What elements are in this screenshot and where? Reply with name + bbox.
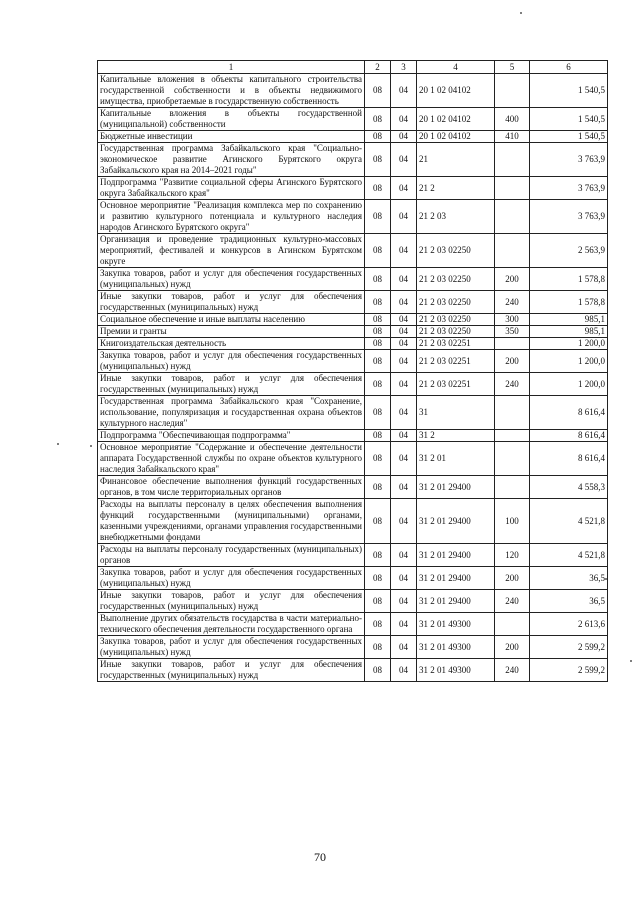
row-amount-cell: 3 763,9 (530, 200, 608, 234)
header-row (98, 61, 608, 74)
row-expense-type-cell: 100 (495, 499, 530, 544)
row-expense-type-cell (495, 476, 530, 499)
row-expense-type-cell: 200 (495, 636, 530, 659)
table-row (98, 200, 608, 234)
row-name-cell: Финансовое обеспечение выполнения функций государственных органов, в том числе территориальных органов (98, 476, 365, 499)
row-target-code-cell: 21 2 03 02250 (417, 234, 495, 268)
row-amount-cell: 2 613,6 (530, 613, 608, 636)
row-name-cell: Организация и проведение традиционных культурно-массовых мероприятий, фестивалей и конкурсов в Агинском Бурятском округе (98, 234, 365, 268)
row-amount-cell: 2 563,9 (530, 234, 608, 268)
row-expense-type-cell: 350 (495, 326, 530, 338)
budget-table (97, 60, 608, 682)
row-expense-type-cell: 240 (495, 373, 530, 396)
row-amount-cell: 8 616,4 (530, 442, 608, 476)
row-amount-cell: 985,1 (530, 314, 608, 326)
row-name-cell: Расходы на выплаты персоналу государственных (муниципальных) органов (98, 544, 365, 567)
row-amount-cell: 36,5 (530, 590, 608, 613)
row-subsection-cell: 04 (391, 636, 417, 659)
row-section-cell: 08 (365, 350, 391, 373)
scan-speck (630, 660, 632, 662)
table-row (98, 567, 608, 590)
row-subsection-cell: 04 (391, 499, 417, 544)
table-row (98, 430, 608, 442)
row-amount-cell: 1 540,5 (530, 74, 608, 108)
column-header: 2 (365, 61, 391, 74)
row-target-code-cell: 21 2 03 02251 (417, 350, 495, 373)
row-subsection-cell: 04 (391, 396, 417, 430)
row-expense-type-cell (495, 613, 530, 636)
row-target-code-cell: 21 2 03 (417, 200, 495, 234)
row-expense-type-cell: 200 (495, 567, 530, 590)
table-row (98, 338, 608, 350)
row-name-cell: Закупка товаров, работ и услуг для обеспечения государственных (муниципальных) нужд (98, 268, 365, 291)
row-section-cell: 08 (365, 590, 391, 613)
row-subsection-cell: 04 (391, 567, 417, 590)
row-subsection-cell: 04 (391, 291, 417, 314)
row-subsection-cell: 04 (391, 613, 417, 636)
row-name-cell: Книгоиздательская деятельность (98, 338, 365, 350)
row-name-cell: Основное мероприятие "Содержание и обеспечение деятельности аппарата Государственной службы по охране объектов культурного наследия Забайкальского края" (98, 442, 365, 476)
row-subsection-cell: 04 (391, 268, 417, 291)
table-row (98, 544, 608, 567)
row-amount-cell: 2 599,2 (530, 636, 608, 659)
row-target-code-cell: 21 (417, 143, 495, 177)
table-row (98, 636, 608, 659)
row-name-cell: Государственная программа Забайкальского края "Сохранение, использование, популяризация и государственная охрана объектов культурного наследия" (98, 396, 365, 430)
row-amount-cell: 1 200,0 (530, 373, 608, 396)
row-name-cell: Выполнение других обязательств государства в части материально-технического обеспечения деятельности государственного органа (98, 613, 365, 636)
row-target-code-cell: 31 2 01 29400 (417, 499, 495, 544)
row-amount-cell: 2 599,2 (530, 659, 608, 682)
row-section-cell: 08 (365, 143, 391, 177)
row-expense-type-cell (495, 442, 530, 476)
row-amount-cell: 1 200,0 (530, 350, 608, 373)
row-subsection-cell: 04 (391, 476, 417, 499)
row-section-cell: 08 (365, 476, 391, 499)
row-target-code-cell: 31 2 01 29400 (417, 567, 495, 590)
row-amount-cell: 3 763,9 (530, 143, 608, 177)
row-amount-cell: 1 540,5 (530, 131, 608, 143)
table-row (98, 396, 608, 430)
row-name-cell: Иные закупки товаров, работ и услуг для обеспечения государственных (муниципальных) нужд (98, 373, 365, 396)
row-section-cell: 08 (365, 131, 391, 143)
row-section-cell: 08 (365, 442, 391, 476)
row-expense-type-cell (495, 143, 530, 177)
row-section-cell: 08 (365, 268, 391, 291)
row-target-code-cell: 31 2 01 49300 (417, 613, 495, 636)
row-target-code-cell: 21 2 03 02251 (417, 373, 495, 396)
row-expense-type-cell: 400 (495, 108, 530, 131)
table-row (98, 74, 608, 108)
row-target-code-cell: 31 2 (417, 430, 495, 442)
row-amount-cell: 1 200,0 (530, 338, 608, 350)
row-target-code-cell: 21 2 03 02250 (417, 326, 495, 338)
row-target-code-cell: 31 2 01 49300 (417, 659, 495, 682)
row-target-code-cell: 20 1 02 04102 (417, 74, 495, 108)
row-subsection-cell: 04 (391, 143, 417, 177)
row-target-code-cell: 31 2 01 (417, 442, 495, 476)
row-amount-cell: 4 521,8 (530, 544, 608, 567)
row-amount-cell: 1 578,8 (530, 268, 608, 291)
row-subsection-cell: 04 (391, 326, 417, 338)
row-section-cell: 08 (365, 373, 391, 396)
row-amount-cell: 36,5 (530, 567, 608, 590)
table-row (98, 350, 608, 373)
row-subsection-cell: 04 (391, 200, 417, 234)
row-name-cell: Иные закупки товаров, работ и услуг для обеспечения государственных (муниципальных) нужд (98, 291, 365, 314)
table-row (98, 314, 608, 326)
column-header: 4 (417, 61, 495, 74)
row-expense-type-cell (495, 234, 530, 268)
row-expense-type-cell (495, 200, 530, 234)
row-section-cell: 08 (365, 177, 391, 200)
scan-speck (90, 445, 92, 447)
row-section-cell: 08 (365, 430, 391, 442)
row-target-code-cell: 21 2 (417, 177, 495, 200)
row-name-cell: Капитальные вложения в объекты капитального строительства государственной собственности и в объекты недвижимого имущества, приобретаемые в государственную собственность (98, 74, 365, 108)
table-row (98, 373, 608, 396)
row-target-code-cell: 31 2 01 29400 (417, 476, 495, 499)
row-expense-type-cell: 410 (495, 131, 530, 143)
row-target-code-cell: 21 2 03 02250 (417, 268, 495, 291)
row-expense-type-cell (495, 338, 530, 350)
row-amount-cell: 4 521,8 (530, 499, 608, 544)
row-subsection-cell: 04 (391, 544, 417, 567)
row-section-cell: 08 (365, 544, 391, 567)
row-subsection-cell: 04 (391, 108, 417, 131)
row-subsection-cell: 04 (391, 234, 417, 268)
scan-speck (57, 443, 59, 445)
row-name-cell: Премии и гранты (98, 326, 365, 338)
table-row (98, 108, 608, 131)
row-name-cell: Закупка товаров, работ и услуг для обеспечения государственных (муниципальных) нужд (98, 350, 365, 373)
column-header: 5 (495, 61, 530, 74)
row-target-code-cell: 31 2 01 29400 (417, 544, 495, 567)
row-target-code-cell: 31 2 01 49300 (417, 636, 495, 659)
row-name-cell: Подпрограмма "Обеспечивающая подпрограмма" (98, 430, 365, 442)
row-section-cell: 08 (365, 326, 391, 338)
row-expense-type-cell: 240 (495, 590, 530, 613)
table-row (98, 131, 608, 143)
row-subsection-cell: 04 (391, 350, 417, 373)
column-header: 1 (98, 61, 365, 74)
row-name-cell: Социальное обеспечение и иные выплаты населению (98, 314, 365, 326)
row-target-code-cell: 31 (417, 396, 495, 430)
row-subsection-cell: 04 (391, 314, 417, 326)
table-row (98, 268, 608, 291)
row-name-cell: Расходы на выплаты персоналу в целях обеспечения выполнения функций государственными (муниципальными) органами, казенными учреждениями, органами управления государственными внебюджетными фондами (98, 499, 365, 544)
row-expense-type-cell: 200 (495, 268, 530, 291)
row-subsection-cell: 04 (391, 131, 417, 143)
row-name-cell: Государственная программа Забайкальского края "Социально-экономическое развитие Агинского Бурятского округа Забайкальского края на 2014–2021 годы" (98, 143, 365, 177)
row-subsection-cell: 04 (391, 74, 417, 108)
page-number: 70 (314, 850, 326, 864)
table-row (98, 177, 608, 200)
row-subsection-cell: 04 (391, 659, 417, 682)
row-section-cell: 08 (365, 659, 391, 682)
row-subsection-cell: 04 (391, 177, 417, 200)
row-amount-cell: 4 558,3 (530, 476, 608, 499)
row-target-code-cell: 20 1 02 04102 (417, 131, 495, 143)
table-row (98, 476, 608, 499)
row-subsection-cell: 04 (391, 373, 417, 396)
row-target-code-cell: 31 2 01 29400 (417, 590, 495, 613)
row-section-cell: 08 (365, 234, 391, 268)
column-header: 6 (530, 61, 608, 74)
row-expense-type-cell: 200 (495, 350, 530, 373)
table-row (98, 659, 608, 682)
row-amount-cell: 1 578,8 (530, 291, 608, 314)
row-section-cell: 08 (365, 613, 391, 636)
row-amount-cell: 985,1 (530, 326, 608, 338)
row-name-cell: Закупка товаров, работ и услуг для обеспечения государственных (муниципальных) нужд (98, 636, 365, 659)
row-amount-cell: 8 616,4 (530, 430, 608, 442)
row-expense-type-cell: 240 (495, 291, 530, 314)
table-row (98, 442, 608, 476)
row-amount-cell: 8 616,4 (530, 396, 608, 430)
row-section-cell: 08 (365, 396, 391, 430)
row-amount-cell: 3 763,9 (530, 177, 608, 200)
row-target-code-cell: 20 1 02 04102 (417, 108, 495, 131)
row-name-cell: Закупка товаров, работ и услуг для обеспечения государственных (муниципальных) нужд (98, 567, 365, 590)
table-row (98, 499, 608, 544)
row-section-cell: 08 (365, 314, 391, 326)
row-name-cell: Бюджетные инвестиции (98, 131, 365, 143)
row-target-code-cell: 21 2 03 02250 (417, 291, 495, 314)
row-expense-type-cell: 240 (495, 659, 530, 682)
table-row (98, 291, 608, 314)
row-expense-type-cell: 300 (495, 314, 530, 326)
row-target-code-cell: 21 2 03 02251 (417, 338, 495, 350)
row-section-cell: 08 (365, 338, 391, 350)
row-expense-type-cell (495, 177, 530, 200)
table-row (98, 590, 608, 613)
table-row (98, 326, 608, 338)
row-expense-type-cell (495, 430, 530, 442)
column-header: 3 (391, 61, 417, 74)
row-name-cell: Основное мероприятие "Реализация комплекса мер по сохранению и развитию культурного потенциала и культурного наследия народов Агинского Бурятского округа" (98, 200, 365, 234)
table-row (98, 143, 608, 177)
row-name-cell: Иные закупки товаров, работ и услуг для обеспечения государственных (муниципальных) нужд (98, 659, 365, 682)
row-subsection-cell: 04 (391, 442, 417, 476)
row-section-cell: 08 (365, 567, 391, 590)
row-subsection-cell: 04 (391, 590, 417, 613)
row-section-cell: 08 (365, 636, 391, 659)
row-expense-type-cell (495, 74, 530, 108)
row-subsection-cell: 04 (391, 430, 417, 442)
row-target-code-cell: 21 2 03 02250 (417, 314, 495, 326)
row-expense-type-cell (495, 396, 530, 430)
row-section-cell: 08 (365, 74, 391, 108)
row-section-cell: 08 (365, 108, 391, 131)
row-expense-type-cell: 120 (495, 544, 530, 567)
row-subsection-cell: 04 (391, 338, 417, 350)
row-section-cell: 08 (365, 499, 391, 544)
table-body (98, 74, 608, 682)
row-name-cell: Капитальные вложения в объекты государственной (муниципальной) собственности (98, 108, 365, 131)
row-name-cell: Иные закупки товаров, работ и услуг для обеспечения государственных (муниципальных) нужд (98, 590, 365, 613)
scan-speck (520, 12, 522, 14)
table-row (98, 234, 608, 268)
table-row (98, 613, 608, 636)
row-name-cell: Подпрограмма "Развитие социальной сферы Агинского Бурятского округа Забайкальского края" (98, 177, 365, 200)
row-section-cell: 08 (365, 291, 391, 314)
row-amount-cell: 1 540,5 (530, 108, 608, 131)
row-section-cell: 08 (365, 200, 391, 234)
